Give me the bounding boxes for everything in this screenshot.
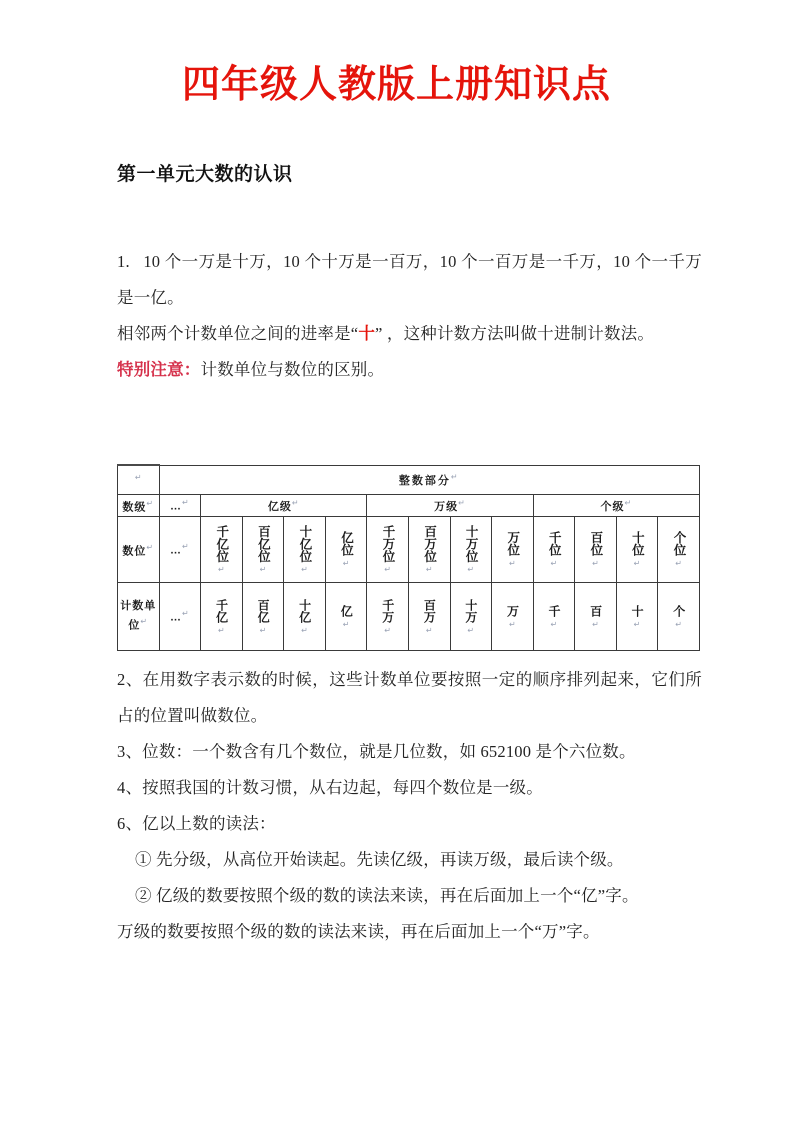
paragraph-mark-icon: ↵ [342, 619, 350, 629]
place-label: 万位 [505, 531, 520, 556]
table-cell-unit [658, 583, 700, 651]
table-cell-unit [367, 583, 409, 651]
paragraph-mark-icon: ↵ [291, 497, 300, 507]
place-label: 十万位 [464, 524, 479, 563]
table-cell-rowlabel-level [118, 495, 160, 517]
place-label: 十亿位 [297, 524, 312, 563]
paragraph-mark-icon: ↵ [146, 542, 155, 552]
paragraph-mark-icon: ↵ [301, 565, 308, 575]
place-label: 百亿位 [256, 524, 271, 563]
table-row [118, 465, 700, 495]
paragraph-1-number: 1. [117, 252, 130, 271]
paragraph-mark-icon: ↵ [301, 625, 308, 635]
table-cell-rowlabel-place [118, 517, 160, 583]
place-label: 个位 [672, 531, 687, 556]
place-label: 百万位 [422, 524, 437, 563]
unit-label: 千亿 [214, 598, 229, 623]
paragraph-mark-icon: ↵ [140, 617, 149, 627]
paragraph-item-3-number: 3、 [117, 742, 143, 761]
paragraph-mark-icon: ↵ [384, 565, 391, 575]
unit-label: 个 [671, 604, 686, 617]
table-cell-place [284, 517, 326, 583]
rowlabel-unit: 计数单位 [120, 600, 157, 632]
table-cell-span-header [159, 465, 699, 495]
rowlabel-level: 数级 [122, 501, 147, 514]
paragraph-mark-icon: ↵ [425, 625, 433, 635]
table-cell-place [533, 517, 575, 583]
table-cell-level-wan [367, 495, 533, 517]
note-text: 计数单位与数位的区别。 [200, 360, 385, 379]
table-cell-ellipsis [159, 495, 201, 517]
unit-label: 十万 [463, 598, 478, 623]
table-cell-place [325, 517, 367, 583]
paragraph-2 [117, 316, 702, 352]
paragraph-mark-icon: ↵ [342, 559, 350, 568]
paragraph-item-6-number: 6、 [117, 814, 143, 833]
table-cell-level-ge [533, 495, 699, 517]
unit-label: 百 [588, 604, 603, 617]
paragraph-mark-icon: ↵ [181, 498, 190, 508]
unit-label: 十 [630, 604, 645, 617]
paragraph-item-4-text: 按照我国的计数习惯，从右边起，每四个数位是一级。 [142, 778, 543, 797]
paragraph-item-2-text: 在用数字表示数的时候，这些计数单位要按照一定的顺序排列起来，它们所占的位置叫做数位。 [117, 670, 702, 725]
paragraph-1 [117, 244, 702, 316]
sub-item-1: ① 先分级，从高位开始读起。先读亿级，再读万级，最后读个级。 [135, 850, 624, 869]
highlighted-character: 十 [358, 324, 376, 343]
table-row [118, 517, 700, 583]
paragraph-3-note [117, 352, 702, 388]
table-cell-place [367, 517, 409, 583]
unit-label: 十亿 [297, 598, 312, 623]
level-label-wan: 万级 [434, 500, 459, 513]
table-cell-unit [450, 583, 492, 651]
paragraph-mark-icon: ↵ [146, 498, 155, 508]
paragraph-mark-icon: ↵ [259, 565, 267, 575]
paragraph-item-4-number: 4、 [117, 778, 143, 797]
span-header-label: 整数部分 [398, 474, 451, 487]
table-cell-level-yi [201, 495, 367, 517]
unit-label: 百万 [422, 598, 437, 623]
rowlabel-place: 数位 [122, 545, 147, 558]
paragraph-mark-icon: ↵ [458, 497, 466, 507]
unit-label: 万 [505, 604, 520, 617]
ellipsis-label: … [169, 500, 182, 513]
place-label: 千万位 [381, 524, 396, 563]
table-cell-unit [492, 583, 534, 651]
paragraph-item-2-number: 2、 [117, 670, 143, 689]
unit-label: 千万 [380, 598, 395, 623]
paragraph-mark-icon: ↵ [592, 619, 599, 629]
paragraph-mark-icon: ↵ [450, 472, 460, 482]
table-row [118, 583, 700, 651]
paragraph-mark-icon: ↵ [675, 559, 682, 568]
table-cell-place [201, 517, 243, 583]
level-label-ge: 个级 [600, 500, 625, 513]
paragraph-item-3-text: 位数：一个数含有几个数位，就是几位数，如 652100 是个六位数。 [142, 742, 636, 761]
paragraph-mark-icon: ↵ [384, 625, 391, 635]
table-cell-place [492, 517, 534, 583]
table-cell-corner [118, 465, 160, 495]
table-cell-unit [575, 583, 617, 651]
body-text-lower [117, 662, 702, 950]
paragraph-closing: 万级的数要按照个级的数的读法来读，再在后面加上一个“万”字。 [117, 922, 600, 941]
paragraph-2-text-after: ” ，这种计数方法叫做十进制计数法。 [375, 324, 655, 343]
table-cell-ellipsis [159, 583, 201, 651]
unit-label: 亿 [339, 604, 354, 617]
table-cell-rowlabel-unit [118, 583, 160, 651]
paragraph-mark-icon: ↵ [425, 565, 433, 575]
table-cell-unit [325, 583, 367, 651]
table-cell-place [408, 517, 450, 583]
paragraph-mark-icon: ↵ [633, 619, 641, 629]
paragraph-item-6-text: 亿以上数的读法： [142, 814, 276, 833]
paragraph-mark-icon: ↵ [633, 559, 641, 568]
place-label: 百位 [588, 531, 603, 556]
table-cell-place [450, 517, 492, 583]
paragraph-mark-icon: ↵ [181, 542, 190, 552]
paragraph-mark-icon: ↵ [624, 497, 633, 507]
paragraph-mark-icon: ↵ [508, 559, 516, 568]
unit-label: 千 [547, 604, 562, 617]
place-label: 亿位 [339, 531, 354, 556]
paragraph-mark-icon: ↵ [218, 565, 225, 575]
paragraph-item-6 [117, 806, 702, 842]
paragraph-mark-icon: ↵ [259, 625, 267, 635]
paragraph-mark-icon: ↵ [467, 625, 475, 635]
section-heading: 第一单元大数的认识 [117, 164, 293, 185]
place-label: 千亿位 [214, 524, 229, 563]
place-label: 十位 [630, 531, 645, 556]
note-label: 特别注意： [117, 360, 201, 379]
table-cell-ellipsis [159, 517, 201, 583]
paragraph-2-text-before: 相邻两个计数单位之间的进率是“ [117, 324, 359, 343]
table-cell-place [658, 517, 700, 583]
paragraph-1-text: 10 个一万是十万，10 个十万是一百万，10 个一百万是一千万，10 个一千万是一亿。 [117, 252, 702, 307]
table-cell-place [616, 517, 658, 583]
paragraph-mark-icon: ↵ [181, 609, 190, 619]
sub-item-2: ② 亿级的数要按照个级的数的读法来读，再在后面加上一个“亿”字。 [135, 886, 639, 905]
level-label-yi: 亿级 [267, 500, 292, 513]
place-label: 千位 [547, 531, 562, 556]
table-row [118, 495, 700, 517]
paragraph-item-3 [117, 734, 702, 770]
table-cell-unit [201, 583, 243, 651]
table-cell-place [575, 517, 617, 583]
paragraph-mark-icon: ↵ [467, 565, 475, 575]
table-cell-unit [616, 583, 658, 651]
paragraph-mark-icon: ↵ [675, 619, 682, 629]
ellipsis-label: … [169, 544, 182, 557]
table-cell-unit [242, 583, 284, 651]
page-title: 四年级人教版上册知识点 [181, 64, 611, 106]
paragraph-item-2 [117, 662, 702, 734]
unit-label: 百亿 [256, 598, 271, 623]
table-cell-unit [533, 583, 575, 651]
table-cell-place [242, 517, 284, 583]
digit-place-table [117, 464, 700, 651]
paragraph-mark-icon: ↵ [550, 619, 558, 629]
paragraph-mark-icon: ↵ [134, 472, 142, 482]
table-cell-unit [408, 583, 450, 651]
table-cell-unit [284, 583, 326, 651]
ellipsis-label: … [169, 611, 182, 624]
paragraph-item-4 [117, 770, 702, 806]
paragraph-mark-icon: ↵ [592, 559, 599, 568]
paragraph-mark-icon: ↵ [508, 619, 516, 629]
paragraph-mark-icon: ↵ [550, 559, 558, 568]
paragraph-mark-icon: ↵ [218, 625, 225, 635]
body-text-upper [117, 244, 702, 388]
